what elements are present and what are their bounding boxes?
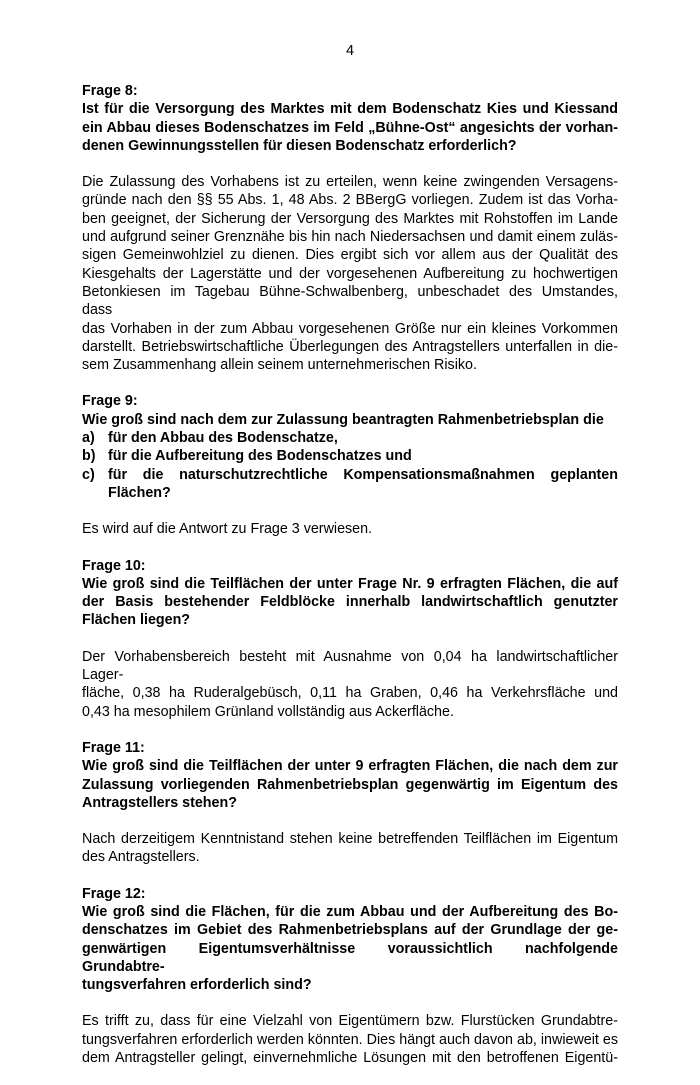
answer-text — [82, 1012, 618, 1067]
answer-line: sigen Gemeinwohlziel zu dienen. Dies ergibt sich vor allem aus der Qualität des — [82, 247, 618, 264]
list-marker: b) — [82, 448, 96, 465]
list-item — [82, 466, 618, 503]
answer-text — [82, 648, 618, 721]
answer-line: Kiesgehalts der Lagerstätte und der vorgesehenen Aufbereitung zu hochwertigen — [82, 265, 618, 282]
question-line: genwärtigen Eigentumsverhältnisse voraussichtlich nachfolgende Grundabtre- — [82, 940, 618, 975]
question-line: Zulassung vorliegenden Rahmenbetriebsplan gegenwärtig im Eigentum des — [82, 776, 618, 793]
question-line: Flächen liegen? — [82, 612, 191, 629]
answer-text — [82, 520, 618, 538]
question-line: tungsverfahren erforderlich sind? — [82, 977, 312, 994]
question-section-9 — [82, 392, 618, 538]
answer-line: gründe nach den §§ 55 Abs. 1, 48 Abs. 2 BBergG vorliegen. Zudem ist das Vorha- — [82, 192, 618, 209]
answer-text — [82, 830, 618, 867]
question-line: Antragstellers stehen? — [82, 794, 237, 811]
question-section-11 — [82, 739, 618, 867]
answer-line: und aufgrund seiner Grenznähe bis hin nach Niedersachsen und damit einem zuläs- — [82, 229, 618, 246]
question-item-list — [82, 429, 618, 502]
list-item-text: für den Abbau des Bodenschatze, — [108, 430, 338, 447]
question-heading: Frage 11: — [82, 739, 145, 756]
question-line: Wie groß sind nach dem zur Zulassung beantragten Rahmenbetriebsplan die — [82, 411, 604, 428]
question-text — [82, 757, 618, 812]
question-line: Wie groß sind die Teilflächen der unter 9 erfragten Flächen, die nach dem zur — [82, 758, 618, 775]
answer-line: darstellt. Betriebswirtschaftliche Überlegungen des Antragstellers unterfallen in die- — [82, 338, 618, 355]
document-body — [82, 82, 618, 1085]
answer-line: Nach derzeitigem Kenntnistand stehen keine betreffenden Teilflächen im Eigentum — [82, 831, 618, 848]
answer-text — [82, 173, 618, 374]
question-line: Ist für die Versorgung des Marktes mit dem Bodenschatz Kies und Kiessand — [82, 101, 618, 118]
question-line: ein Abbau dieses Bodenschatzes im Feld „Bühne-Ost“ angesichts der vorhan- — [82, 119, 618, 136]
question-text — [82, 411, 618, 429]
question-line: Wie groß sind die Flächen, für die zum Abbau und der Aufbereitung des Bo- — [82, 903, 618, 920]
answer-line: ben geeignet, der Sicherung der Versorgung des Marktes mit Rohstoffen im Lande — [82, 210, 618, 227]
answer-line: 0,43 ha mesophilem Grünland vollständig aus Ackerfläche. — [82, 703, 454, 720]
answer-line: des Antragstellers. — [82, 849, 200, 866]
list-item-text: für die Aufbereitung des Bodenschatzes und — [108, 448, 412, 465]
question-text — [82, 100, 618, 155]
question-text — [82, 903, 618, 994]
list-item-text: für die naturschutzrechtliche Kompensationsmaßnahmen geplanten — [108, 466, 618, 483]
question-line: denen Gewinnungsstellen für diesen Bodenschatz erforderlich? — [82, 137, 517, 154]
question-line: denschatzes im Gebiet des Rahmenbetriebsplans auf der Grundlage der ge- — [82, 922, 618, 939]
question-line: Wie groß sind die Teilflächen der unter Frage Nr. 9 erfragten Flächen, die auf — [82, 575, 618, 592]
question-heading: Frage 10: — [82, 557, 146, 574]
list-item — [82, 447, 618, 465]
answer-line: Es wird auf die Antwort zu Frage 3 verwiesen. — [82, 521, 373, 538]
page-number: 4 — [345, 43, 355, 59]
answer-line: sem Zusammenhang allein seinem unternehmerischen Risiko. — [82, 357, 477, 374]
question-heading: Frage 12: — [82, 885, 146, 902]
question-heading: Frage 9: — [82, 393, 138, 410]
answer-line: fläche, 0,38 ha Ruderalgebüsch, 0,11 ha Graben, 0,46 ha Verkehrsfläche und — [82, 685, 618, 702]
question-line: der Basis bestehender Feldblöcke innerhalb landwirtschaftlich genutzter — [82, 594, 618, 611]
list-marker: a) — [82, 430, 95, 447]
list-item — [82, 429, 618, 447]
question-text — [82, 575, 618, 630]
answer-line: tungsverfahren erforderlich werden könnten. Dies hängt auch davon ab, inwieweit es — [82, 1031, 618, 1048]
question-section-8 — [82, 82, 618, 374]
question-heading: Frage 8: — [82, 83, 138, 99]
question-section-10 — [82, 557, 618, 721]
list-marker: c) — [82, 466, 95, 483]
answer-line: Es trifft zu, dass für eine Vielzahl von Eigentümern bzw. Flurstücken Grundabtre- — [82, 1013, 618, 1030]
answer-line: dem Antragsteller gelingt, einvernehmliche Lösungen mit den betroffenen Eigentü- — [82, 1050, 618, 1067]
answer-line: Die Zulassung des Vorhabens ist zu erteilen, wenn keine zwingenden Versagens- — [82, 174, 618, 191]
answer-line: Betonkiesen im Tagebau Bühne-Schwalbenberg, unbeschadet des Umstandes, dass — [82, 283, 618, 319]
list-item-text: Flächen? — [108, 484, 171, 501]
answer-line: Der Vorhabensbereich besteht mit Ausnahme von 0,04 ha landwirtschaftlicher Lager- — [82, 648, 618, 684]
question-section-12 — [82, 885, 618, 1068]
answer-line: das Vorhaben in der zum Abbau vorgesehenen Größe nur ein kleines Vorkommen — [82, 320, 618, 337]
